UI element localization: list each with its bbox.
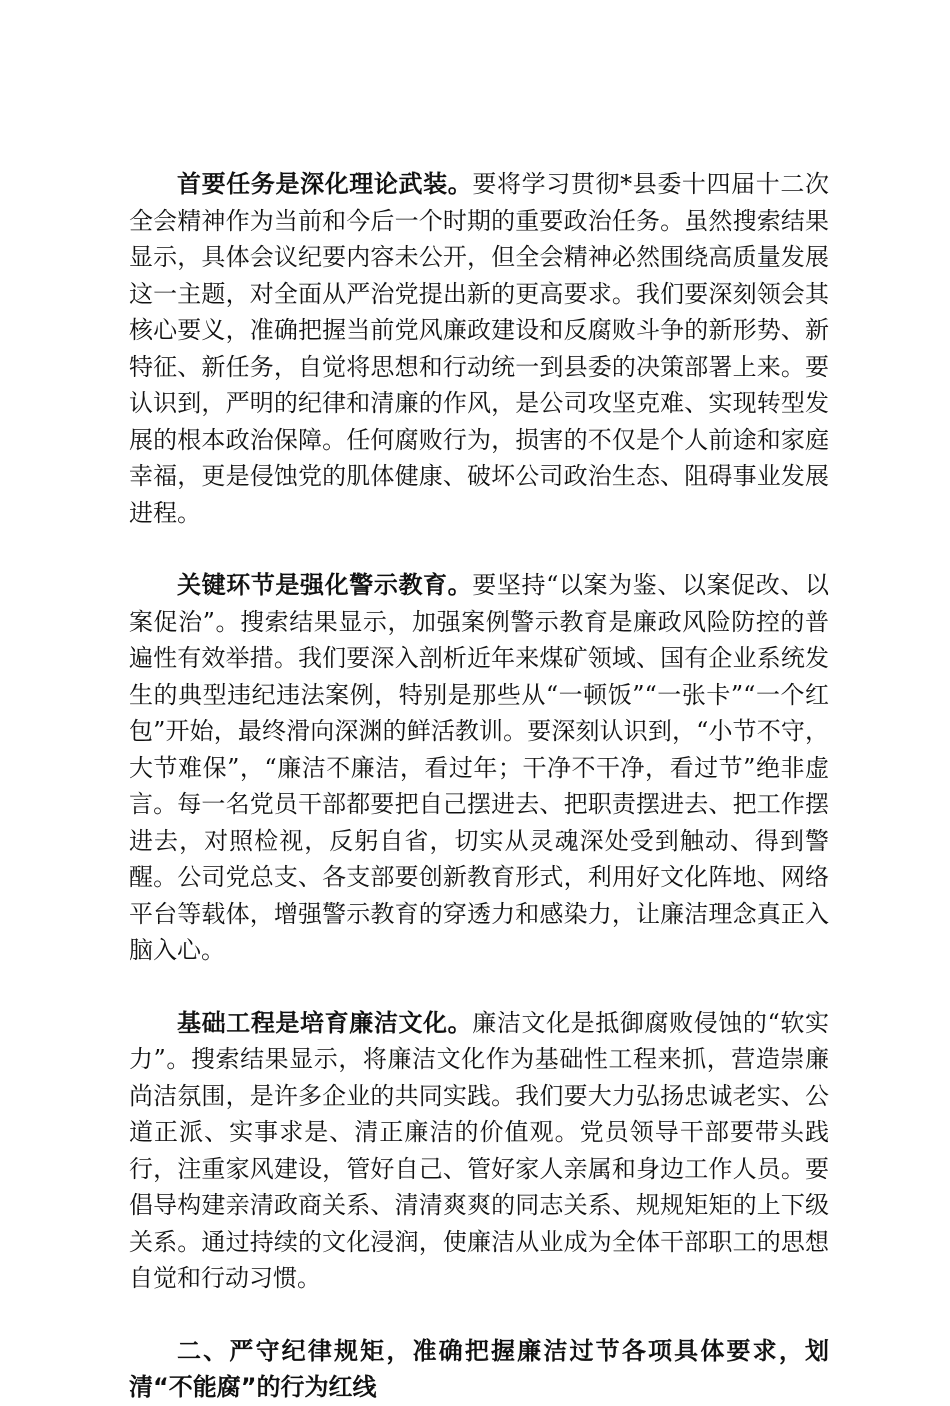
paragraph-text: 要将学习贯彻*县委十四届十二次全会精神作为当前和今后一个时期的重要政治任务。虽然搜索结果显示，具体会议纪要内容未公开，但全会精神必然围绕高质量发展这一主题，对全面从严治党提出新的更高要求。我们要深刻领会其核心要义，准确把握当前党风廉政建设和反腐败斗争的新形势、新特征、新任务，自觉将思想和行动统一到县委的决策部署上来。要认识到，严明的纪律和清廉的作风，是公司攻坚克难、实现转型发展的根本政治保障。任何腐败行为，损害的不仅是个人前途和家庭幸福，更是侵蚀党的肌体健康、破坏公司政治生态、阻碍事业发展进程。: [129, 170, 830, 527]
paragraph-lead: 首要任务是深化理论武装。: [177, 170, 473, 198]
paragraph-integrity-culture: [129, 1005, 829, 1297]
paragraph-lead: 基础工程是培育廉洁文化。: [177, 1008, 473, 1037]
paragraph-lead: 关键环节是强化警示教育。: [177, 571, 473, 599]
section-heading: 二、严守纪律规矩，准确把握廉洁过节各项具体要求，划清“不能腐”的行为红线: [129, 1336, 829, 1401]
paragraph-text: 廉洁文化是抵御腐败侵蚀的“软实力”。搜索结果显示，将廉洁文化作为基础性工程来抓，营造崇廉尚洁氛围，是许多企业的共同实践。我们要大力弘扬忠诚老实、公道正派、实事求是、清正廉洁的价值观。党员领导干部要带头践行，注重家风建设，管好自己、管好家人亲属和身边工作人员。要倡导构建亲清政商关系、清清爽爽的同志关系、规规矩矩的上下级关系。通过持续的文化浸润，使廉洁从业成为全体干部职工的思想自觉和行动习惯。: [129, 1008, 829, 1292]
paragraph-theory-study: [129, 166, 829, 531]
paragraph-warning-education: [129, 567, 829, 969]
paragraph-text: 要坚持“以案为鉴、以案促改、以案促治”。搜索结果显示，加强案例警示教育是廉政风险防控的普遍性有效举措。我们要深入剖析近年来煤矿领域、国有企业系统发生的典型违纪违法案例，特别是那些从“一顿饭”“一张卡”“一个红包”开始，最终滑向深渊的鲜活教训。要深刻认识到，“小节不守，大节难保”，“廉洁不廉洁，看过年；干净不干净，看过节”绝非虚言。每一名党员干部都要把自己摆进去、把职责摆进去、把工作摆进去，对照检视，反躬自省，切实从灵魂深处受到触动、得到警醒。公司党总支、各支部要创新教育形式，利用好文化阵地、网络平台等载体，增强警示教育的穿透力和感染力，让廉洁理念真正入脑入心。: [129, 571, 829, 964]
document-body: [129, 166, 829, 1406]
